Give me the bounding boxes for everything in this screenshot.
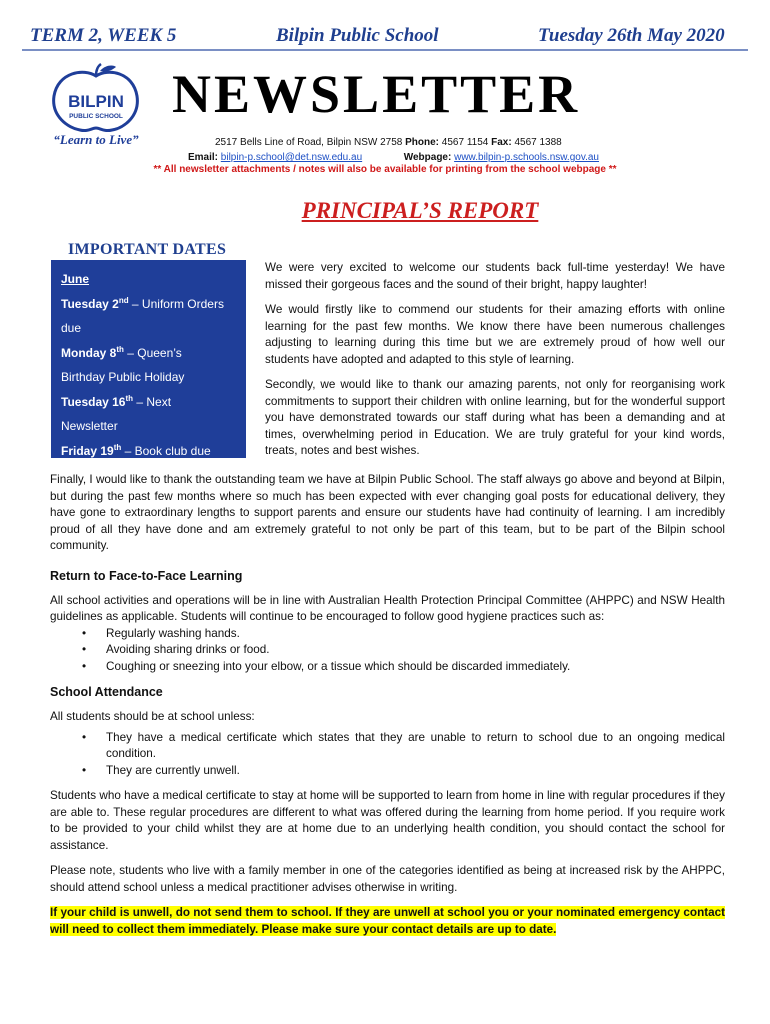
unwell-warning: If your child is unwell, do not send them to school. If they are unwell at school you or your nominated emergency contact will need to collect them immediately. Please make sure your contact details are up to date. [50,906,725,936]
logo-subname: PUBLIC SCHOOL [69,113,123,120]
report-paragraph-4: Finally, I would like to thank the outstanding team we have at Bilpin Public School. The staff always go above and beyond at Bilpin, but during the past few months where so much has been expected with ever changing goal posts for educational delivery, they have gone to extraordinary lengths to support parents and ensure our students have had continuity of learning. I am incredibly proud of all they have done and am extremely grateful to not only be part of this team, but to be part of the Bilpin school community. [50,473,725,552]
phone-label: Phone: [405,137,440,148]
header-divider [22,49,748,51]
web-label: Webpage: [403,152,452,163]
return-heading: Return to Face-to-Face Learning [50,568,243,583]
date-item: Tuesday 2nd – Uniform Orders [61,295,224,311]
date-item-cont: Birthday Public Holiday [61,370,185,384]
hygiene-list [50,626,725,676]
school-logo [44,62,162,152]
email-link[interactable]: bilpin-p.school@det.nsw.edu.au [220,152,363,163]
principals-report-title: PRINCIPAL’S REPORT [301,198,539,223]
report-full-width [50,472,725,938]
fax-number: 4567 1388 [514,137,562,148]
issue-date: Tuesday 26th May 2020 [538,25,725,46]
date-item: Friday 19th – Book club due [61,442,211,458]
date-item: Tuesday 16th – Next [61,393,172,409]
list-item: • Regularly washing hands. [82,626,240,640]
attendance-intro: All students should be at school unless: [50,710,255,723]
attachments-note: ** All newsletter attachments / notes will also be available for printing from the school webpage ** [153,164,617,175]
fax-label: Fax: [491,137,512,148]
attendance-heading: School Attendance [50,685,163,699]
report-paragraph-2: We would firstly like to commend our students for their amazing efforts with online learning for the past few months. We know there have been numerous challenges adjusting to learning during this time but we are extremely proud of how well our students have adopted and adapted to this style of learning. [265,303,725,366]
logo-name: BILPIN [68,92,124,111]
important-dates-title: IMPORTANT DATES [68,241,227,258]
attendance-paragraph-2: Please note, students who live with a family member in one of the categories identified as being at increased risk by the AHPPC, should attend school unless a medical practitioner advises otherwise in writing. [50,864,725,894]
list-item: • They are currently unwell. [82,763,240,777]
email-label: Email: [188,152,219,163]
return-intro: All school activities and operations will be in line with Australian Health Protection Principal Committee (AHPPC) and NSW Health guidelines as applicable. Students will continue to be encouraged to follow good hygiene practices such as: [50,593,725,623]
contact-line-2 [188,151,748,165]
school-name-header: Bilpin Public School [276,25,439,46]
list-item: • They have a medical certificate which states that they are unable to return to school due to an ongoing medical condition. [82,730,725,760]
report-right-column [265,260,725,460]
date-item: Monday 8th – Queen’s [61,344,182,360]
newsletter-title: NEWSLETTER [172,64,581,124]
term-week: TERM 2, WEEK 5 [30,25,177,46]
contact-line-1 [215,136,770,150]
attendance-paragraph-1: Students who have a medical certificate to stay at home will be supported to learn from home in line with regular procedures if they are able to. These regular procedures are different to what was offered during the learning from home period. If you require work to be provided to your child whilst they are at home due to an underlying health condition, you should contact the school for assistance. [50,789,725,852]
address: 2517 Bells Line of Road, Bilpin NSW 2758 [215,137,403,148]
report-paragraph-3: Secondly, we would like to thank our amazing parents, not only for reorganising work commitments to support their children with online learning, but for the wonderful support you have demonstrated towards our staff during what has been a demanding and at times, overwhelming period in Education. We are truly grateful for your kind words, treats, notes and best wishes. [265,378,725,457]
report-paragraph-1: We were very excited to welcome our students back full-time yesterday! We have missed their gorgeous faces and the sound of their bright, happy laughter! [265,261,725,291]
list-item: • Coughing or sneezing into your elbow, or a tissue which should be discarded immediately. [82,659,571,673]
important-dates-box [51,260,246,458]
webpage-link[interactable]: www.bilpin-p.schools.nsw.gov.au [454,152,599,163]
attendance-list [50,730,725,780]
dates-month: June [61,272,90,286]
list-item: • Avoiding sharing drinks or food. [82,643,270,656]
phone-number: 4567 1154 [441,137,489,148]
date-item-cont: Newsletter [61,419,118,433]
date-item-cont: due [61,321,82,335]
logo-motto: “Learn to Live” [53,132,139,147]
